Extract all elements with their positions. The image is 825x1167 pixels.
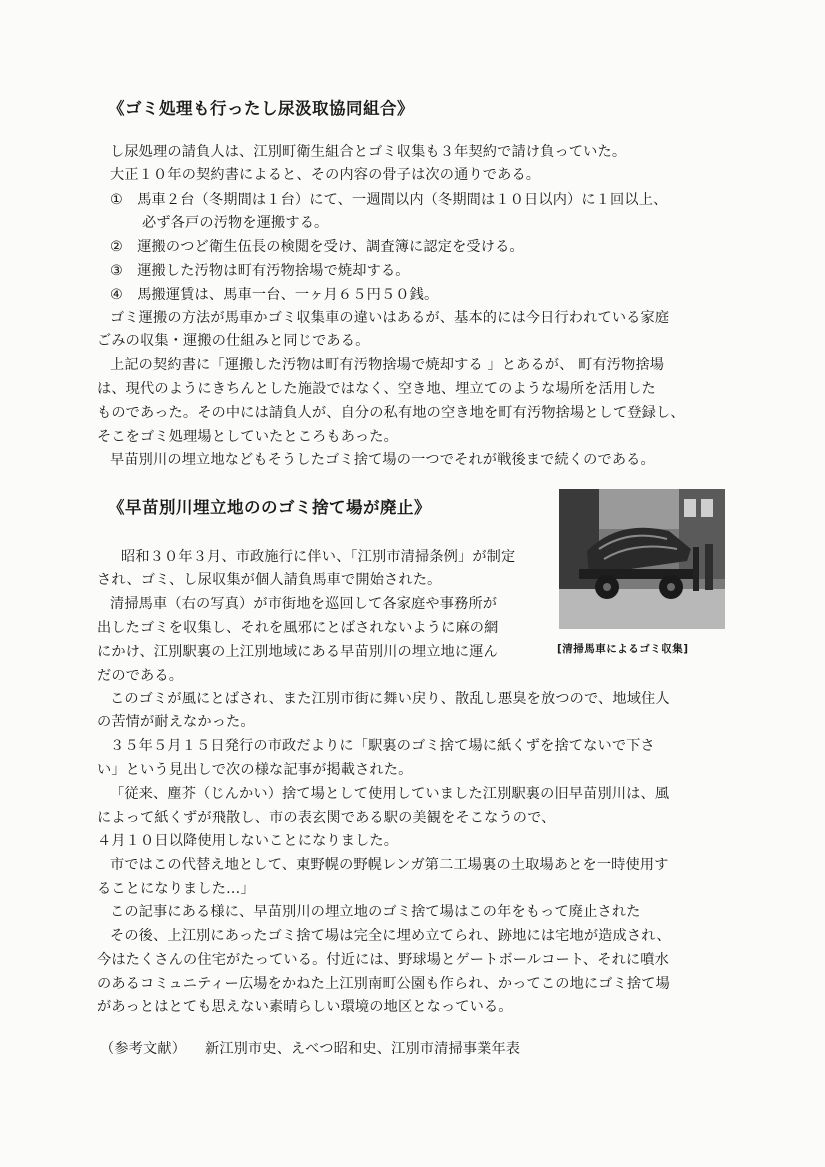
section2-quote-line: によって紙くずが飛散し、市の表玄関である駅の美観をそこなうので、: [97, 810, 556, 826]
section2-line: この記事にある様に、早苗別川の埋立地のゴミ捨て場はこの年をもって廃止された: [110, 904, 641, 920]
section2-line: のあるコミュニティー広場をかねた上江別南町公園も作られ、かってこの地にゴミ捨て場: [97, 976, 670, 992]
section1-line: は、現代のようにきちんとした施設ではなく、空き地、埋立てのような場所を活用した: [97, 381, 656, 397]
section2-quote-line: ４月１０日以降使用しないことになりました。: [97, 833, 399, 849]
section1-line: ゴミ運搬の方法が馬車かゴミ収集車の違いはあるが、基本的には今日行われている家庭: [110, 310, 670, 326]
section2-line: 清掃馬車（右の写真）が市街地を巡回して各家庭や事務所が: [110, 596, 498, 612]
section2-line: 今はたくさんの住宅がたっている。付近には、野球場とゲートボールコート、それに噴水: [97, 952, 669, 968]
section2-line: その後、上江別にあったゴミ捨て場は完全に埋め立てられ、跡地には宅地が造成され、: [110, 928, 671, 944]
references-label: （参考文献）: [100, 1041, 187, 1057]
section2-quote-line: ることになりました…」: [97, 881, 255, 897]
section2-line: い」という見出しで次の様な記事が掲載された。: [97, 762, 413, 778]
section1-list-item-2: ② 運搬のつど衛生伍長の検閲を受け、調査簿に認定を受ける。: [110, 239, 524, 255]
section1-line: し尿処理の請負人は、江別町衛生組合とゴミ収集も３年契約で請け負っていた。: [110, 144, 627, 160]
section2-line: ３５年５月１５日発行の市政だよりに「駅裏のゴミ捨て場に紙くずを捨てないで下さ: [110, 738, 655, 754]
section1-line: そこをゴミ処理場としていたところもあった。: [97, 429, 398, 445]
section1-line: 大正１０年の契約書によると、その内容の骨子は次の通りである。: [110, 167, 541, 183]
section1-list-item-1: ① 馬車２台（冬期間は１台）にて、一週間以内（冬期間は１０日以内）に１回以上、: [110, 192, 668, 208]
section2-quote-line: 市ではこの代替え地として、東野幌の野幌レンガ第二工場裏の土取場あとを一時使用す: [110, 857, 669, 873]
section1-line: 早苗別川の埋立地などもそうしたゴミ捨て場の一つでそれが戦後まで続くのである。: [110, 452, 655, 468]
section1-line: ものであった。その中には請負人が、自分の私有地の空き地を町有汚物捨場として登録し、: [97, 405, 685, 421]
section2-heading: 《早苗別川埋立地ののゴミ捨て場が廃止》: [108, 498, 431, 517]
photo-caption: [清掃馬車によるゴミ収集]: [557, 643, 689, 655]
section1-line: 必ず各戸の汚物を運搬する。: [142, 215, 329, 231]
section2-line: このゴミが風にとばされ、また江別市街に舞い戻り、散乱し悪臭を放つので、地域住人: [110, 691, 670, 707]
section1-list-item-4: ④ 馬搬運賃は、馬車一台、一ヶ月６５円５０銭。: [110, 287, 439, 303]
section1-line: 上記の契約書に「運搬した汚物は町有汚物捨場で焼却する 」とあるが、 町有汚物捨場: [110, 357, 665, 373]
section2-line: だのである。: [97, 668, 184, 684]
section2-line: にかけ、江別駅裏の上江別地域にある早苗別川の埋立地に運ん: [97, 644, 498, 660]
section1-heading: 《ゴミ処理も行ったし尿汲取協同組合》: [108, 99, 414, 118]
garbage-cart-photo: [559, 489, 725, 629]
section2-line: 昭和３０年３月、市政施行に伴い、「江別市清掃条例」が制定: [121, 549, 516, 565]
section1-line: ごみの収集・運搬の仕組みと同じである。: [97, 333, 370, 349]
section2-quote-line: 「従来、塵芥（じんかい）捨て場として使用していました江別駅裏の旧早苗別川は、風: [110, 786, 670, 802]
section2-line: があっとはとても思えない素晴らしい環境の地区となっている。: [97, 999, 513, 1015]
section2-line: され、ゴミ、し尿収集が個人請負馬車で開始された。: [97, 572, 442, 588]
section2-line: 出したゴミを収集し、それを風邪にとばされないように麻の網: [97, 620, 499, 636]
section2-line: の苦情が耐えなかった。: [97, 714, 255, 730]
section1-list-item-3: ③ 運搬した汚物は町有汚物捨場で焼却する。: [110, 263, 410, 279]
references-text: 新江別市史、えべつ昭和史、江別市清掃事業年表: [205, 1041, 521, 1057]
